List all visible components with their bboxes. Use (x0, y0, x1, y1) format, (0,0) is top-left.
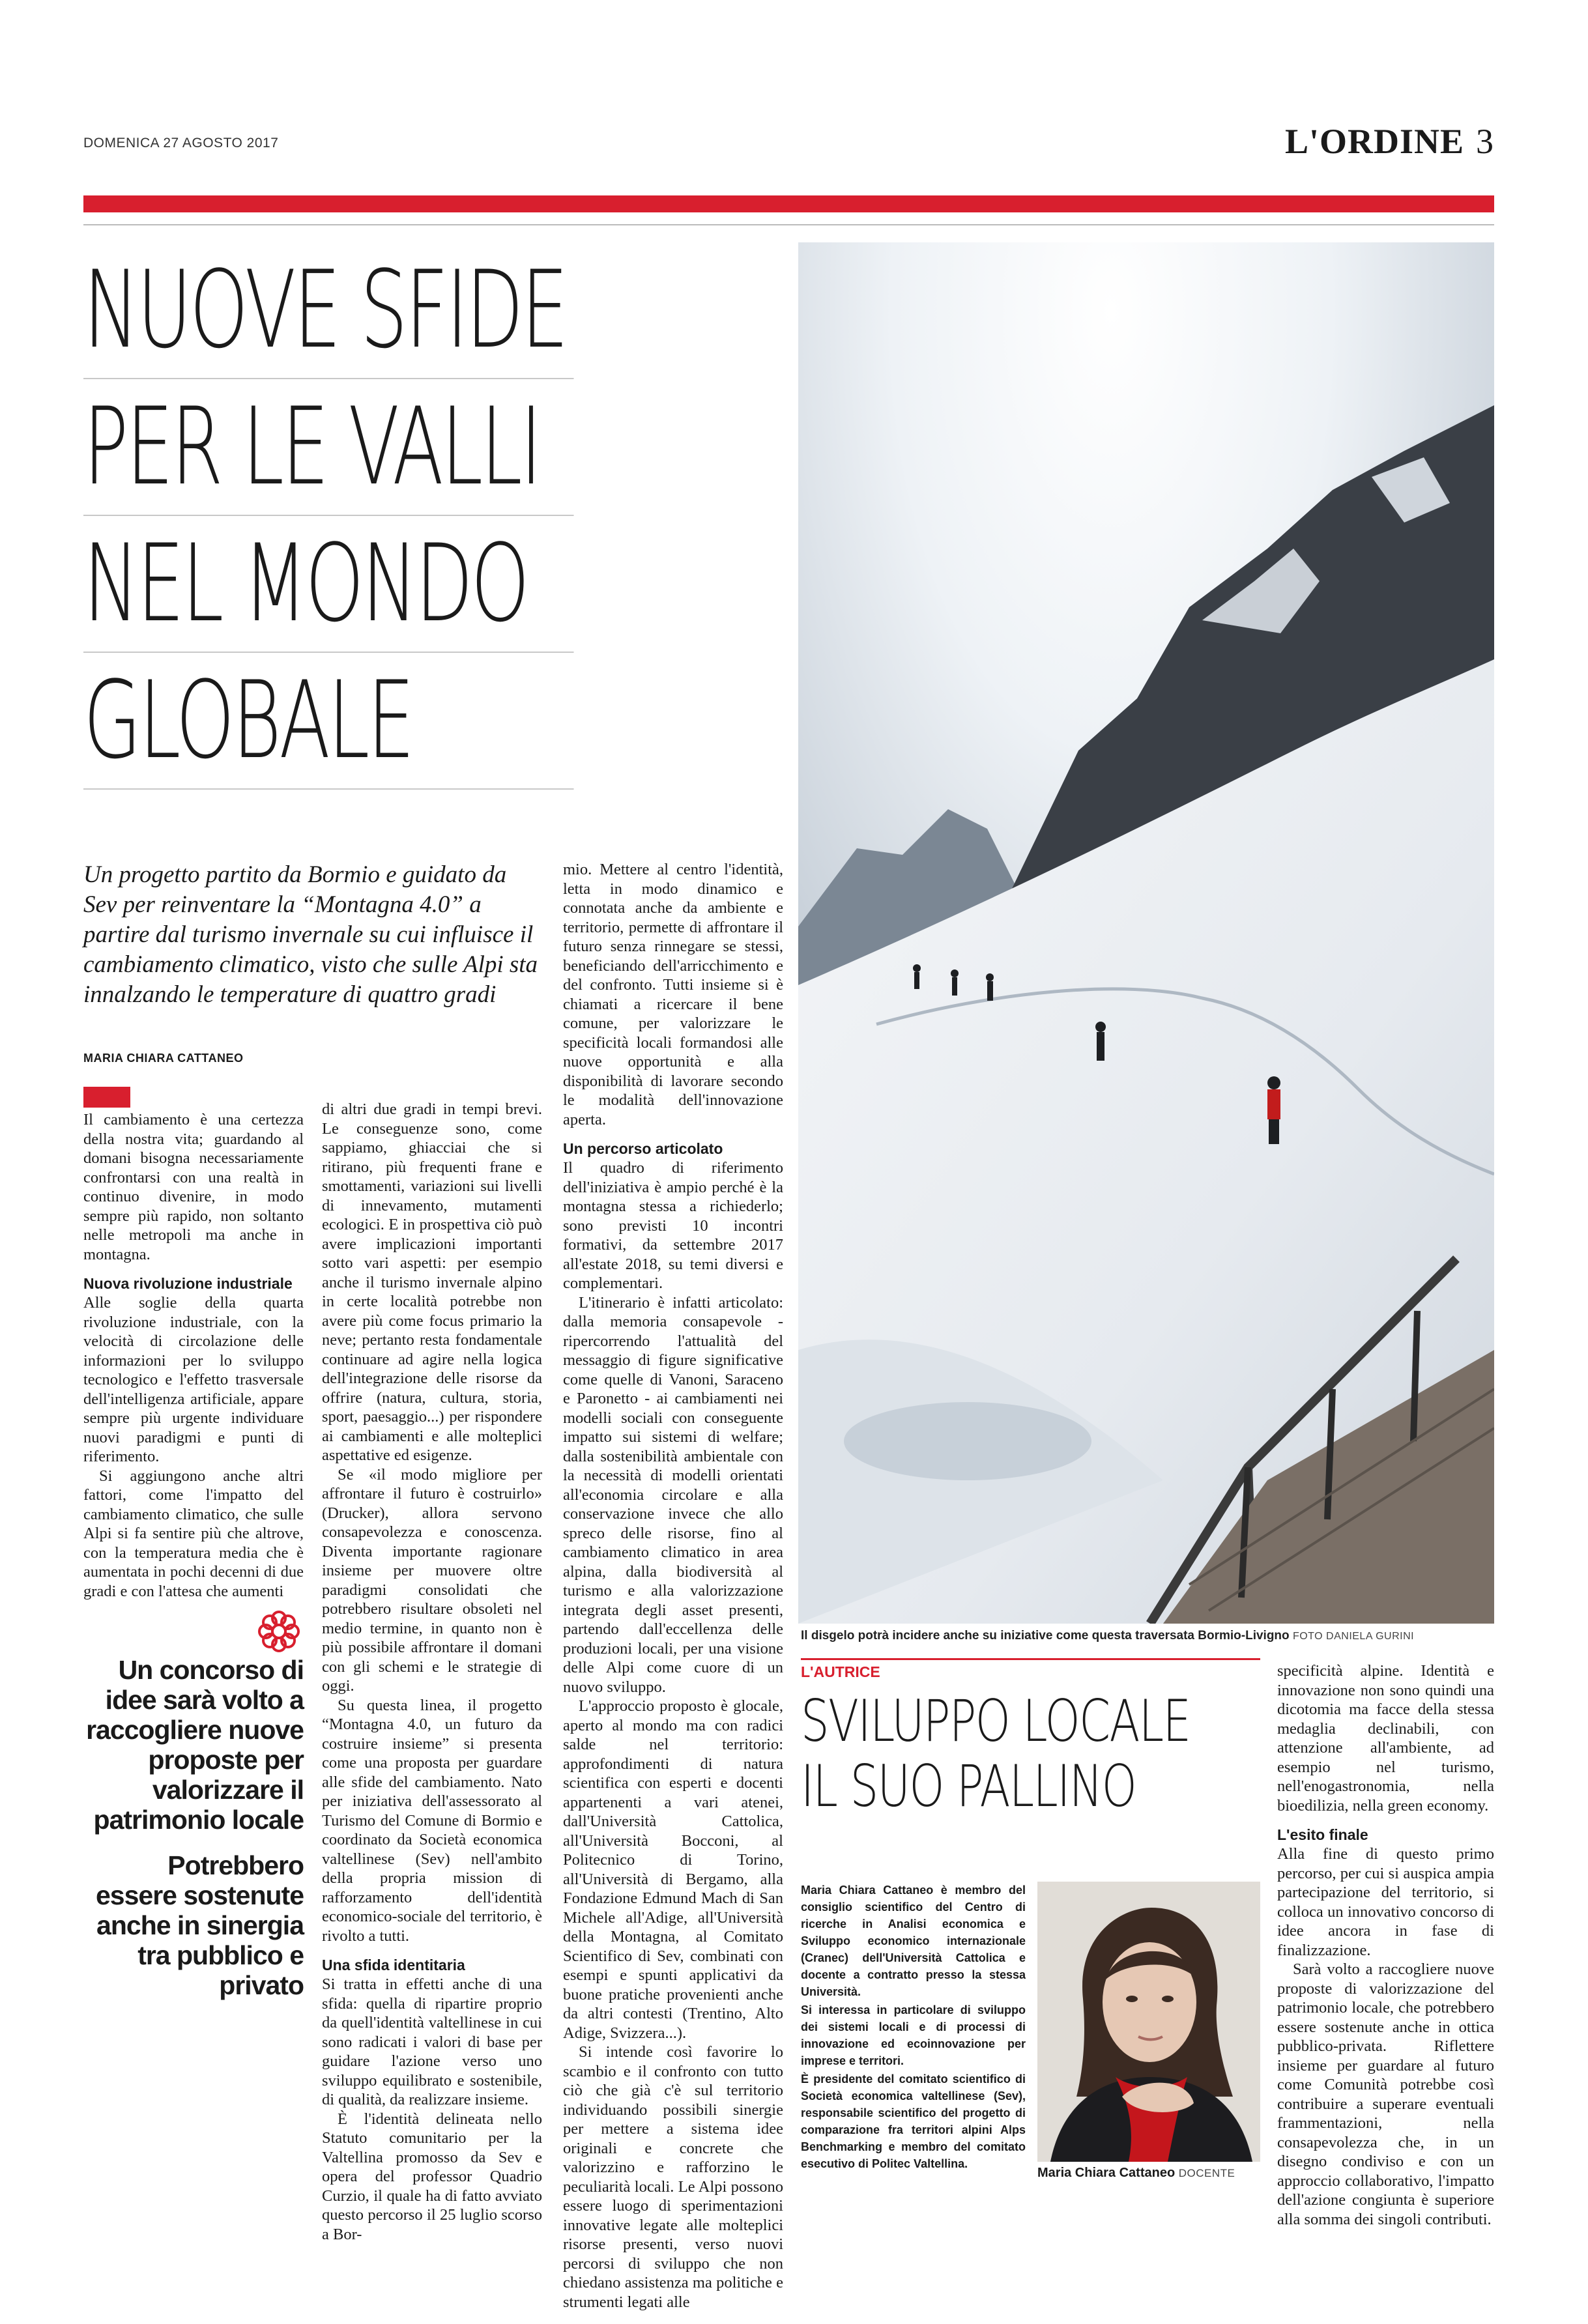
standfirst: Un progetto partito da Bormio e guidato da Sev per reinventare la “Montagna 4.0” a partire dal turismo invernale su cui influisce il cambiamento climatico, visto che sulle Alpi sta innalzando le temperature di quattro gradi (83, 861, 538, 1008)
article-column-1 (83, 1110, 304, 1601)
subheading: Nuova rivoluzione industriale (83, 1275, 293, 1292)
paragraph: Alla fine di questo primo percorso, per cui si auspica ampia partecipazione del territorio, si colloca un innovativo concorso di idee ancora in fase di finalizzazione. (1277, 1845, 1494, 1959)
bio-paragraph: Maria Chiara Cattaneo è membro del consiglio scientifico del Centro di ricerche in Analisi economica e Sviluppo economico internazionale (Cranec) dell'Università Cattolica e docente a contratto presso la stessa Università. (801, 1884, 1026, 1998)
photo-credit: FOTO DANIELA GURINI (1292, 1631, 1415, 1642)
subheading: Un percorso articolato (563, 1140, 723, 1157)
page-number: 3 (1476, 122, 1494, 161)
dateline: DOMENICA 27 AGOSTO 2017 (83, 136, 279, 151)
sidebar-title (801, 1689, 1270, 1819)
byline: MARIA CHIARA CATTANEO (83, 1052, 244, 1065)
article-column-4 (1277, 1661, 1494, 2229)
sidebar-title-line: IL SUO PALLINO (801, 1753, 1136, 1820)
header-rule (83, 224, 1494, 225)
subheading: Una sfida identitaria (322, 1957, 465, 1973)
paragraph: L'approccio proposto è glocale, aperto al mondo ma con radici salde nel territorio: approfondimenti di natura scientifica con esperti e docenti appartenenti a vari atenei, dall'Università Cattolica, all'Università Bocconi, al Politecnico di Torino, all'Università di Bergamo, alla Fondazione Edmund Mach di San Michele all'Adige, all'Università della Montagna, al Comitato Scientifico di Sev, combinati con esempi e spunti applicativi da buone pratiche provenienti anche da altri contesti (Trentino, Alto Adige, Svizzera...). (563, 1697, 783, 2042)
paragraph: di altri due gradi in tempi brevi. Le conseguenze sono, come sappiamo, ghiacciai che si ritirano, più frequenti frane e smottamenti, variazioni sui livelli di innevamento, mutamenti ecologici. E in prospettiva ciò può avere implicazioni importanti sotto vari aspetti: per esempio anche il turismo invernale alpino in certe località potrebbe non avere più come focus primario la neve; pertanto resta fondamentale continuare ad agire nella logica dell'integrazione delle risorse da offrire (natura, cultura, storia, sport, paesaggio...) per rispondere ai cambiamenti e alle molteplici aspettative ed esigenze. (322, 1100, 542, 1464)
headline-line: NEL MONDO (83, 516, 574, 653)
red-byline-mark (83, 1087, 130, 1108)
bio-paragraph: È presidente del comitato scientifico di Società economica valtellinese (Sev), responsabile scientifico del progetto di comparazione fra territori alpini Alps Benchmarking e membro del comitato esecutivo di Politec Valtellina. (801, 2073, 1026, 2170)
portrait-role: DOCENTE (1178, 2167, 1235, 2179)
paragraph: È l'identità delineata nello Statuto comunitario per la Valtellina promosso da Sev e opera del professor Quadrio Curzio, il quale ha di fatto avviato questo percorso il 25 luglio scorso a Bor- (322, 2110, 542, 2243)
paragraph: Su questa linea, il progetto “Montagna 4.0, un futuro da costruire insieme” si presenta come una proposta per guardare alle sfide del cambiamento. Nato per iniziativa dell'assessorato al Turismo del Comune di Bormio e coordinato da Società economica valtellinese (Sev) nell'ambito della propria mission di rafforzamento dell'identità economico-sociale del territorio, è rivolto a tutti. (322, 1696, 542, 1945)
portrait-caption (1037, 2166, 1260, 2181)
paragraph: mio. Mettere al centro l'identità, letta in modo dinamico e connotata anche da ambiente e territorio, permette di affrontare il futuro senza rinnegare se stessi, beneficiando dell'arricchimento e del confronto. Tutti insieme si è chiamati a ricercare il bene comune, per valorizzare le specificità locali formandosi alle nuove opportunità e alla disponibilità di lavorare secondo le modalità dell'innovazione aperta. (563, 861, 783, 1128)
headline-line: PER LE VALLI (83, 379, 574, 516)
red-header-bar (83, 195, 1494, 212)
paragraph: Alle soglie della quarta rivoluzione industriale, con la velocità di circolazione delle informazioni per lo sviluppo tecnologico e l'effetto trasversale dell'intelligenza artificiale, appare sempre più urgente individuare nuovi paradigmi e punti di riferimento. (83, 1294, 304, 1465)
sidebar-title-line: SVILUPPO LOCALE (801, 1687, 1191, 1755)
photo-caption (801, 1629, 1494, 1643)
paragraph: Il cambiamento è una certezza della nostra vita; guardando al domani bisogna necessariamente confrontarsi con una realtà in continuo divenire, in modo sempre più rapido, non soltanto nelle metropoli ma anche in montagna. (83, 1111, 304, 1263)
main-photo (798, 242, 1494, 1624)
headline-line: NUOVE SFIDE (83, 242, 574, 379)
masthead-title: L'ORDINE (1284, 122, 1464, 161)
ski-mountaineering-photo (798, 242, 1494, 1624)
subheading: L'esito finale (1277, 1826, 1368, 1843)
paragraph: Si intende così favorire lo scambio e il confronto con tutto ciò che già c'è sul territorio individuando possibili sinergie per mettere a sistema idee originali e concrete che valorizzino e rafforzino le peculiarità locali. Le Alpi possono essere luogo di sperimentazioni innovative legate alle molteplici risorse presenti, verso nuovi percorsi di sviluppo che non chiedano assistenza ma politiche e strumenti legati alle (563, 2043, 783, 2311)
bio-paragraph: Si interessa in particolare di sviluppo dei sistemi locali e di processi di innovazione ed ecoinnovazione per imprese e territori. (801, 2003, 1026, 2067)
headline-line: GLOBALE (83, 653, 574, 790)
paragraph: Se «il modo migliore per affrontare il futuro è costruirlo» (Drucker), allora servono consapevolezza e conoscenza. Diventa importante ragionare insieme per muovere oltre paradigmi consolidati che potrebbero risultare obsoleti nel medio termine, in quanto non è più possibile affrontare il domani con gli schemi e le strategie di oggi. (322, 1465, 542, 1695)
author-portrait (1037, 1882, 1260, 2162)
paragraph: Il quadro di riferimento dell'iniziativa è ampio perché è la montagna stessa a richiederlo; sono previsti 10 incontri formativi, da settembre 2017 all'estate 2018, su temi diversi e complementari. (563, 1159, 783, 1292)
paragraph: Si tratta in effetti anche di una sfida: quella di ripartire proprio da quell'identità valtellinese in cui sono radicati i valori di base per guidare l'azione verso uno sviluppo equilibrato e sostenibile, di qualità, da realizzare insieme. (322, 1975, 542, 2108)
masthead (1285, 121, 1494, 162)
pull-quote (83, 1655, 304, 2016)
sidebar-rule (801, 1658, 1260, 1660)
author-bio (801, 1882, 1026, 2173)
pull-quote-text: Potrebbero essere sostenute anche in sinergia tra pubblico e privato (95, 1850, 304, 2000)
headline (83, 242, 784, 790)
paragraph: Si aggiungono anche altri fattori, come l'impatto del cambiamento climatico, che sulle Alpi si fa sentire più che altrove, con la temperatura media che è aumentata in pochi decenni di due gradi e con l'attesa che aumenti (83, 1467, 304, 1600)
article-column-2 (322, 1100, 542, 2244)
article-column-3 (563, 860, 783, 2312)
paragraph: Sarà volto a raccogliere nuove proposte di valorizzazione del patrimonio locale, che potrebbero essere sostenute anche in ottica pubblico-privata. Riflettere insieme per guardare al futuro come Comunità potrebbe così contribuire a superare eventuali frammentazioni, nella consapevolezza che, in un disegno condiviso e con un approccio collaborativo, l'impatto dell'azione congiunta è superiore alla somma dei singoli contributi. (1277, 1960, 1494, 2228)
sidebar-kicker: L'AUTRICE (801, 1663, 880, 1680)
portrait-name: Maria Chiara Cattaneo (1037, 2166, 1176, 2180)
flower-icon (253, 1605, 305, 1657)
paragraph: L'itinerario è infatti articolato: dalla memoria consapevole - ripercorrendo l'attualità del messaggio di figure significative come quelle di Vanoni, Saraceno e Paronetto - ai cambiamenti nei modelli sociali con conseguente impatto sui sistemi di welfare; dalla sostenibilità ambientale con la necessità di modelli orientati all'economia circolare e alla conservazione invece che allo spreco delle risorse, fino al cambiamento climatico in area alpina, dalla biodiversità al turismo e alla valorizzazione integrata degli asset presenti, partendo dall'eccellenza delle produzioni locali, per una visione delle Alpi come cuore di un nuovo sviluppo. (563, 1293, 783, 1696)
pull-quote-text: Un concorso di idee sarà volto a raccogliere nuove proposte per valorizzare il patrimonio locale (86, 1655, 304, 1835)
paragraph: specificità alpine. Identità e innovazione non sono quindi una dicotomia ma facce della stessa medaglia declinabili, con attenzione all'ambiente, ad esempio nel turismo, nell'enogastronomia, nella bioedilizia, nella green economy. (1277, 1662, 1494, 1815)
photo-caption-text: Il disgelo potrà incidere anche su iniziative come questa traversata Bormio-Livigno (801, 1629, 1290, 1643)
